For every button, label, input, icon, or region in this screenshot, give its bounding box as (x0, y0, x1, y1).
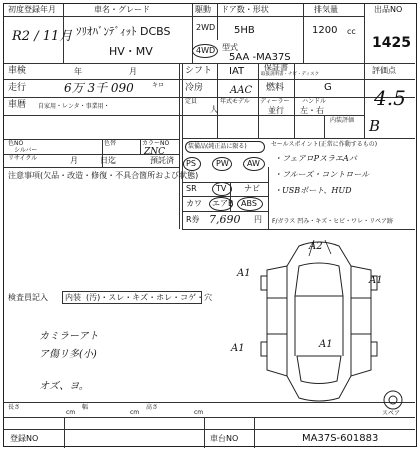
recycle-label: リサイクル (8, 155, 38, 162)
equip-ps: PS (186, 159, 196, 168)
reg-no-label: 登録NO (10, 434, 39, 443)
car-name-label: 車名・グレード (94, 5, 150, 14)
history-options: 自家用・レンタ・事業用・ (38, 103, 110, 110)
recycle-date: 日迄 (100, 156, 116, 165)
notes-label: 注意事項(欠品・改造・修復・不具合箇所および状態) (8, 171, 199, 180)
equip-tv: TV (216, 184, 227, 193)
sales-point-line-3: ・USBポート、HUD (274, 186, 352, 195)
shaken-label: 車検 (8, 66, 27, 76)
orig-color-label: 色NO (8, 140, 24, 147)
displacement-value: 1200 (312, 25, 338, 36)
history-label: 車暦 (8, 100, 27, 110)
capacity-label: 定員 (185, 98, 198, 105)
dealer-label: ディーラー (260, 98, 290, 105)
model-year-label: 年式モデル (220, 98, 250, 105)
equip-airbag-circle (209, 197, 233, 211)
handle-label: ハンドル (302, 98, 327, 105)
car-diagram-svg (259, 236, 379, 406)
spare-tire-icon (382, 389, 404, 411)
drive-label: 駆動 (195, 5, 211, 14)
mark-a2: A2 (309, 241, 323, 252)
height-label: 高さ (146, 404, 159, 411)
model-value: 5AA -MA37S (229, 52, 291, 63)
inspector-comment-3: オズ、ヨ。 (39, 381, 89, 392)
doors-label: ドア数・形状 (221, 5, 269, 14)
mark-a1-left: A1 (237, 268, 251, 279)
shift-label: シフト (185, 66, 213, 76)
width-label: 幅 (82, 404, 89, 411)
mileage-unit: キロ (152, 82, 165, 89)
drive-2wd: 2WD (196, 23, 216, 32)
car-name-value: ｿﾘｵﾊﾞﾝﾃﾞｨｯﾄ DCBS (76, 25, 171, 38)
handle-options: 左・右 (300, 106, 324, 115)
drive-4wd: 4WD (196, 46, 216, 55)
chassis-label: 車台NO (210, 434, 239, 443)
dealer-value: 並行 (268, 106, 284, 115)
inspector-comment-2: ア傷リ多(小) (39, 349, 97, 360)
color-change-label: 色替 (104, 140, 117, 147)
sales-point-line-1: ・フェアロPスラエAバ (274, 154, 357, 163)
recycle-month: 月 (70, 156, 78, 165)
first-reg-value: R2 / 11月 (12, 29, 73, 44)
shaken-month: 月 (129, 67, 137, 76)
sales-point-line-2: ・フルーズ・コントロール (274, 170, 370, 179)
score-value: 4.5 (374, 86, 406, 110)
inspection-label: 預託済 (150, 156, 174, 165)
lot-label: 出品NO (374, 5, 403, 14)
mark-a1-right: A1 (369, 275, 383, 286)
shift-value: IAT (229, 66, 245, 77)
inspector-record-label: 検査員記入 (8, 293, 48, 302)
ac-value: AAC (230, 85, 253, 96)
r-unit: 円 (254, 215, 262, 224)
car-grade-value: HV・MV (109, 45, 153, 58)
equip-aw-circle (243, 157, 265, 171)
interior-label: 内装評価 (330, 117, 355, 124)
doors-value: 5HB (234, 25, 255, 36)
equip-navi: ナビ (244, 184, 260, 193)
equip-ps-circle (183, 157, 201, 171)
orig-color-value: シルバー (14, 147, 38, 154)
fuel-value: G (324, 82, 332, 93)
shaken-year: 年 (74, 67, 82, 76)
mark-a1-rear: A1 (319, 339, 333, 350)
equip-abs: ABS (241, 199, 257, 208)
chassis-value: MA37S-601883 (302, 433, 379, 444)
model-label: 型式 (222, 43, 238, 52)
length-unit: cm (66, 409, 76, 416)
guarantee-label: 保証書 (264, 63, 288, 72)
equip-airbag: エアB (212, 199, 234, 208)
score-label: 評価点 (372, 66, 396, 75)
color-no-value: ZNC (144, 147, 166, 157)
first-reg-label: 初度登録年月 (8, 5, 56, 14)
equip-tv-circle (212, 182, 232, 196)
equipment-title: 装備品(純正品に限る) (188, 143, 247, 150)
auction-inspection-sheet (3, 3, 417, 447)
ac-label: 冷房 (185, 83, 204, 93)
r-value: 7,690 (209, 213, 241, 226)
sales-points-title: セールスポイント(正常に作動するもの) (271, 141, 378, 148)
fuel-label: 燃料 (266, 83, 285, 93)
equip-aw: AW (247, 159, 260, 168)
inspector-comment-1: カミラーアト (39, 331, 99, 342)
interior-scale-options: (汚)・スレ・キズ・ホレ・コゲ・穴 (86, 293, 213, 302)
spare-label: スペア (382, 410, 401, 417)
equip-leather: カワ (186, 199, 202, 208)
lot-value: 1425 (372, 35, 411, 51)
height-unit: cm (194, 409, 204, 416)
mileage-label: 走行 (8, 83, 27, 93)
color-no-label: カラーNO (142, 140, 170, 147)
displacement-unit: cc (347, 27, 356, 36)
equip-abs-circle (237, 197, 263, 211)
equip-pw: PW (216, 159, 229, 168)
equip-pw-circle (212, 157, 232, 171)
guarantee-sub: 取扱説明書・ナビ・ディスク (261, 72, 320, 77)
length-label: 長さ (8, 404, 21, 411)
mark-a1-rear-left: A1 (231, 343, 245, 354)
capacity-unit: 人 (210, 105, 218, 114)
interior-value: B (369, 117, 381, 135)
width-unit: cm (130, 409, 140, 416)
equip-sr: SR (186, 184, 197, 193)
displacement-label: 排気量 (314, 5, 338, 14)
damage-legend: F/ガラス 凹み・キズ・ヒビ・ワレ・リペア跡 (272, 218, 393, 225)
mileage-value: 6万 3千 090 (64, 81, 134, 95)
interior-scale-label: 内装 (65, 293, 81, 302)
r-label: R券 (186, 215, 200, 224)
